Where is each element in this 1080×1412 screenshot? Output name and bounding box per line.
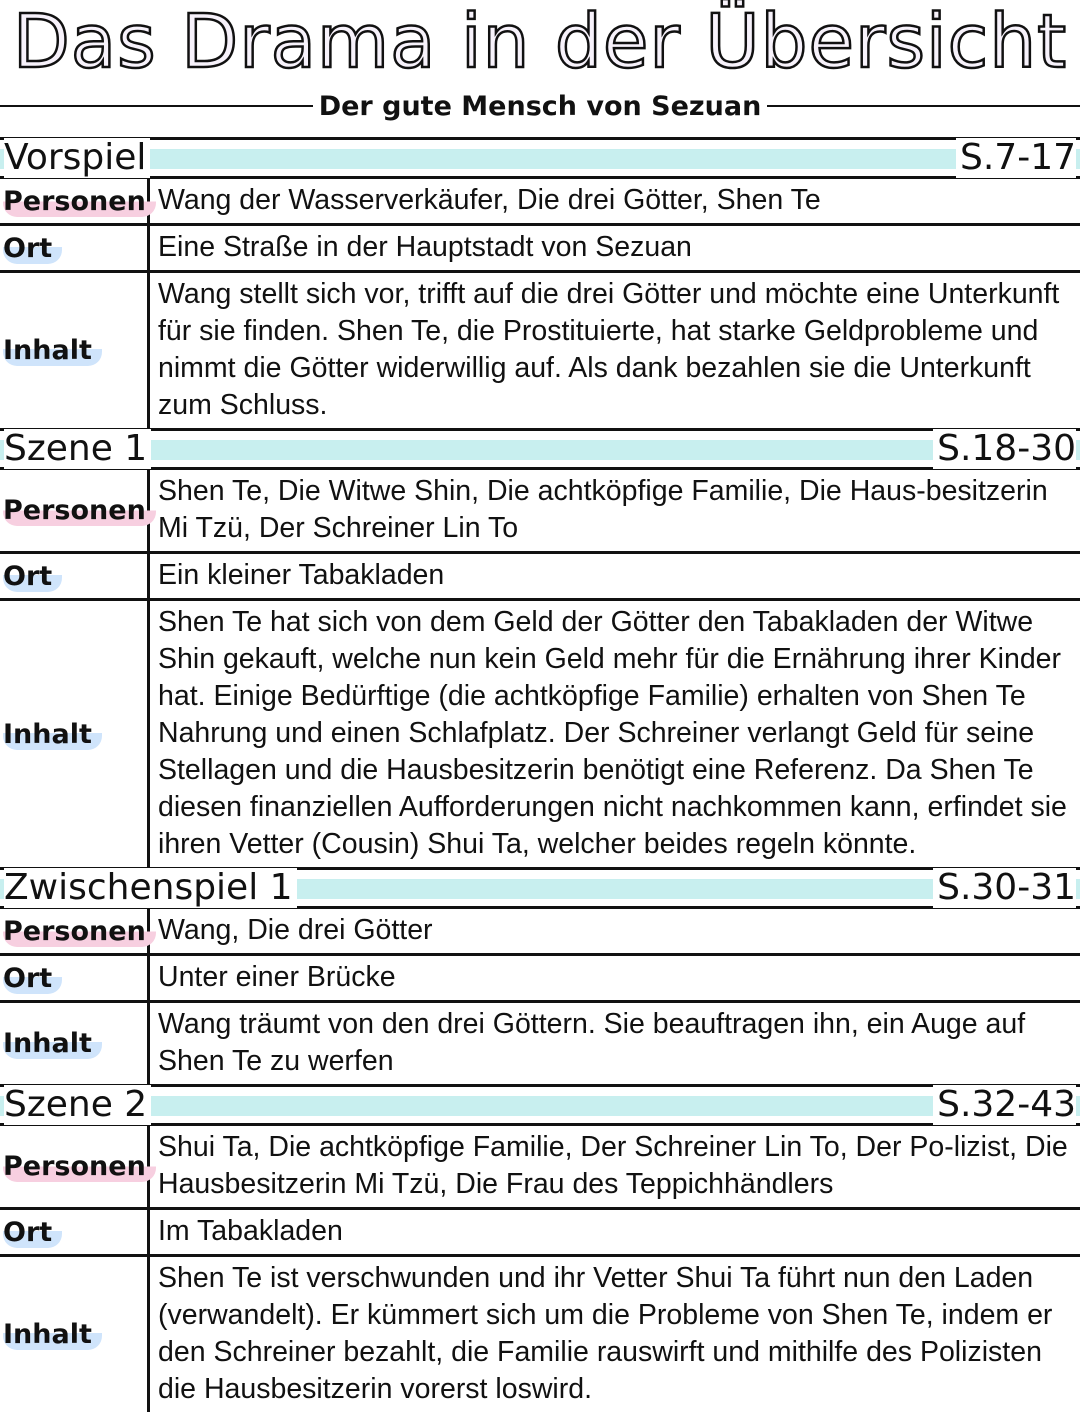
label-personen: Personen	[3, 495, 156, 526]
label-inhalt: Inhalt	[3, 1319, 102, 1350]
section-pages: S.7-17	[956, 138, 1076, 178]
section-highlight-band	[0, 440, 1080, 460]
row-personen	[0, 470, 1080, 554]
row-personen	[0, 1126, 1080, 1210]
value-ort: Unter einer Brücke	[158, 961, 396, 993]
row-personen	[0, 909, 1080, 956]
value-inhalt: Wang stellt sich vor, trifft auf die drei Götter und möchte eine Unterkunft für sie finden. Shen Te, die Prostituierte, hat starke Geldprobleme und nimmt die Götter widerwillig auf. Als dank bezahlen sie die Unterkunft zum Schluss.	[158, 278, 1060, 421]
label-personen: Personen	[3, 916, 156, 947]
section-name: Szene 2	[4, 1085, 151, 1125]
value-ort: Eine Straße in der Hauptstadt von Sezuan	[158, 231, 692, 263]
subtitle-rule-left	[0, 105, 313, 107]
value-personen: Shen Te, Die Witwe Shin, Die achtköpfige Familie, Die Haus-besitzerin Mi Tzü, Der Schreiner Lin To	[158, 475, 1048, 544]
value-personen: Shui Ta, Die achtköpfige Familie, Der Schreiner Lin To, Der Po-lizist, Die Hausbesitzerin Mi Tzü, Die Frau des Teppichhändlers	[158, 1131, 1068, 1200]
row-ort	[0, 1210, 1080, 1257]
label-cell	[0, 226, 150, 270]
section-header-vorspiel	[0, 137, 1080, 179]
section-name: Zwischenspiel 1	[4, 868, 297, 908]
subtitle-rule-right	[767, 105, 1080, 107]
value-ort: Ein kleiner Tabakladen	[158, 559, 445, 591]
section-pages: S.30-31	[933, 868, 1076, 908]
subtitle: Der gute Mensch von Sezuan	[318, 90, 762, 122]
value-inhalt: Wang träumt von den drei Göttern. Sie beauftragen ihn, ein Auge auf Shen Te zu werfen	[158, 1008, 1026, 1077]
label-inhalt: Inhalt	[3, 1028, 102, 1059]
label-ort: Ort	[3, 561, 62, 592]
row-ort	[0, 226, 1080, 273]
row-ort	[0, 554, 1080, 601]
section-pages: S.18-30	[933, 429, 1076, 469]
overview-sheet	[0, 137, 1080, 1412]
subtitle-row	[0, 86, 1080, 126]
value-inhalt: Shen Te ist verschwunden und ihr Vetter Shui Ta führt nun den Laden (verwandelt). Er kümmert sich um die Probleme von Shen Te, indem er den Schreiner bezahlt, die Familie rauswirft und mithilfe des Polizisten die Hausbesitzerin vorerst loswird.	[158, 1262, 1053, 1405]
label-ort: Ort	[3, 1217, 62, 1248]
row-inhalt	[0, 1257, 1080, 1412]
section-header-szene-2	[0, 1084, 1080, 1126]
label-ort: Ort	[3, 233, 62, 264]
value-personen: Wang, Die drei Götter	[158, 914, 433, 946]
label-cell	[0, 1003, 150, 1084]
label-inhalt: Inhalt	[3, 719, 102, 750]
label-personen: Personen	[3, 186, 156, 217]
row-ort	[0, 956, 1080, 1003]
section-name: Szene 1	[4, 429, 151, 469]
page-title: Das Drama in der Übersicht	[12, 0, 1068, 85]
row-inhalt	[0, 601, 1080, 870]
value-inhalt: Shen Te hat sich von dem Geld der Götter den Tabakladen der Witwe Shin gekauft, welche nun kein Geld mehr für die Ernährung ihrer Kinder hat. Einige Bedürftige (die achtköpfige Familie) erhalten von Shen Te Nahrung und einen Schlafplatz. Der Schreiner verlangt Geld für seine Stellagen und die Hausbesitzerin benötigt eine Referenz. Da Shen Te diesen finanziellen Aufforderungen nicht nachkommen kann, erfindet sie ihren Vetter (Cousin) Shui Ta, welcher beides regeln könnte.	[158, 606, 1067, 860]
label-cell	[0, 1210, 150, 1254]
label-cell	[0, 909, 150, 953]
row-inhalt	[0, 1003, 1080, 1087]
label-cell	[0, 956, 150, 1000]
label-cell	[0, 1257, 150, 1412]
label-cell	[0, 273, 150, 428]
section-header-zwischenspiel-1	[0, 867, 1080, 909]
label-inhalt: Inhalt	[3, 335, 102, 366]
value-ort: Im Tabakladen	[158, 1215, 343, 1247]
section-pages: S.32-43	[933, 1085, 1076, 1125]
label-cell	[0, 601, 150, 867]
label-cell	[0, 179, 150, 223]
row-inhalt	[0, 273, 1080, 431]
row-personen	[0, 179, 1080, 226]
label-personen: Personen	[3, 1151, 156, 1182]
section-highlight-band	[0, 149, 1080, 169]
label-cell	[0, 554, 150, 598]
section-name: Vorspiel	[4, 138, 150, 178]
section-highlight-band	[0, 1096, 1080, 1116]
label-cell	[0, 1126, 150, 1207]
label-ort: Ort	[3, 963, 62, 994]
value-personen: Wang der Wasserverkäufer, Die drei Götter, Shen Te	[158, 184, 821, 216]
section-header-szene-1	[0, 428, 1080, 470]
label-cell	[0, 470, 150, 551]
